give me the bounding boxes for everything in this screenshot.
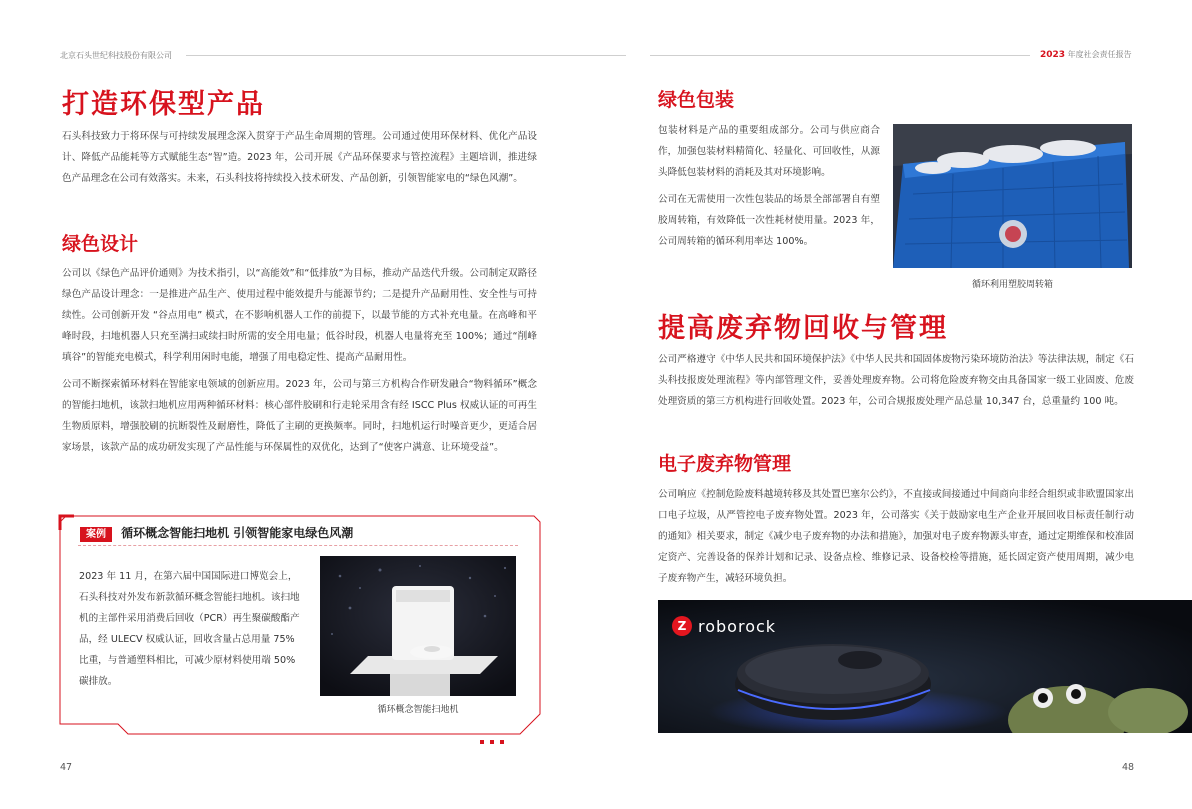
header-rule-right (650, 55, 1030, 56)
roborock-logo-icon: Z (672, 616, 692, 636)
page-number-right: 48 (1122, 762, 1135, 773)
packaging-paragraph-1: 包装材料是产品的重要组成部分。公司与供应商合作，加强包装材料精简化、轻量化、可回收性，从源头降低包装材料的消耗及其对环境影响。 (658, 125, 880, 178)
case-header-rule (78, 545, 518, 546)
case-dots (480, 729, 510, 748)
ewaste-paragraph: 公司响应《控制危险废料越境转移及其处置巴塞尔公约》，不直接或间接通过中间商向非经合组织或非欧盟国家出口电子垃圾，从严管控电子废弃物处置。2023 年，公司落实《关于鼓励家电生产企业开展回收目标责任制行动的通知》相关要求，制定《减少电子废弃物的办法和措施》，加强对电子废弃物源头审查，通过定期维保和校准固定资产、完善设备的保养计划和记录、设备点检、维修记录、设备校检等措施，延长固定资产使用周期，减少电子废弃物产生，减轻环境负担。 (658, 489, 1134, 584)
case-header (80, 522, 353, 541)
case-title: 循环概念智能扫地机 引领智能家电绿色风潮 (121, 526, 354, 540)
header-report-label: 年度社会责任报告 (1067, 50, 1132, 59)
crate-photo-caption: 循环利用塑胶周转箱 (971, 280, 1053, 290)
waste-paragraph: 公司严格遵守《中华人民共和国环境保护法》《中华人民共和国固体废物污染环境防治法》等法律法规，制定《石头科技报废处理流程》等内部管理文件，妥善处理废弃物。公司将危险废弃物交由具备国家一级工业固废、危废处理资质的第三方机构进行回收处置。2023 年，公司合规报废处理产品总量 10,347 台，总重量约 100 吨。 (658, 354, 1134, 407)
green-design-paragraph-1: 公司以《绿色产品评价通则》为技术指引，以“高能效”和“低排放”为目标，推动产品迭代升级。公司制定双路径绿色产品设计理念：一是推进产品生产、使用过程中能效提升与能源节约；二是提升产品耐用性、安全性与可持续性。公司创新开发 “谷点用电” 模式，在不影响机器人工作的前提下，以最节能的方式补充电量。在高峰和平峰时段，扫地机器人只充至满扫或续扫时所需的安全用电量；低谷时段，机器人电量将充至 100%；通过“削峰填谷”的智能充电模式，科学利用闲时电能，增强了用电稳定性、提高产品耐用性。 (62, 268, 537, 363)
roborock-brand-text: roborock (698, 616, 777, 636)
header-report (1040, 49, 1132, 60)
header-year: 2023 (1040, 50, 1066, 60)
header-company: 北京石头世纪科技股份有限公司 (60, 51, 172, 60)
crate-photo (893, 124, 1132, 268)
packaging-paragraph-2: 公司在无需使用一次性包装品的场景全部部署自有塑胶周转箱，有效降低一次性耗材使用量。2023 年，公司周转箱的循环利用率达 100%。 (658, 194, 880, 247)
roborock-logo (672, 616, 776, 636)
case-tag: 案例 (80, 527, 112, 542)
intro-paragraph: 石头科技致力于将环保与可持续发展理念深入贯穿于产品生命周期的管理。公司通过使用环保材料、优化产品设计、降低产品能耗等方式赋能生态“智”造。2023 年，公司开展《产品环保要求与管控流程》主题培训，推进绿色产品理念在公司有效落实。未来，石头科技将持续投入技术研发、产品创新，引领智能家电的“绿色风潮”。 (62, 131, 537, 184)
header-rule-left (186, 55, 626, 56)
section-title-green-packaging: 绿色包装 (658, 89, 735, 111)
case-photo-robot (320, 556, 516, 696)
case-photo-caption: 循环概念智能扫地机 (377, 705, 459, 715)
section-title-waste: 提高废弃物回收与管理 (658, 313, 948, 344)
section-title-green-design: 绿色设计 (62, 233, 139, 255)
section-title-ewaste: 电子废弃物管理 (658, 453, 792, 475)
case-text: 2023 年 11 月，在第六届中国国际进口博览会上，石头科技对外发布新款循环概念智能扫地机。该扫地机的主部件采用消费后回收（PCR）再生聚碳酸酯产品，经 ULECV 权威认证，回收含量占总用量 75% 比重，与普通塑料相比，可减少原材料使用端 50% 碳排放。 (79, 571, 300, 687)
green-design-paragraph-2: 公司不断探索循环材料在智能家电领域的创新应用。2023 年，公司与第三方机构合作研发融合“物料循环”概念的智能扫地机，该款扫地机应用两种循环材料：核心部件胶刷和行走轮采用含有经 ISCC Plus 权威认证的可再生生物质原料，增强胶刷的抗断裂性及耐磨性，降低了主刷的更换频率。同时，扫地机运行时噪音更少，更适合居家场景，该款产品的成功研发实现了产品性能与环保属性的双优化，达到了“使客户满意、让环境受益”。 (62, 379, 537, 453)
page-title: 打造环保型产品 (62, 89, 265, 120)
page-number-left: 47 (60, 762, 73, 773)
